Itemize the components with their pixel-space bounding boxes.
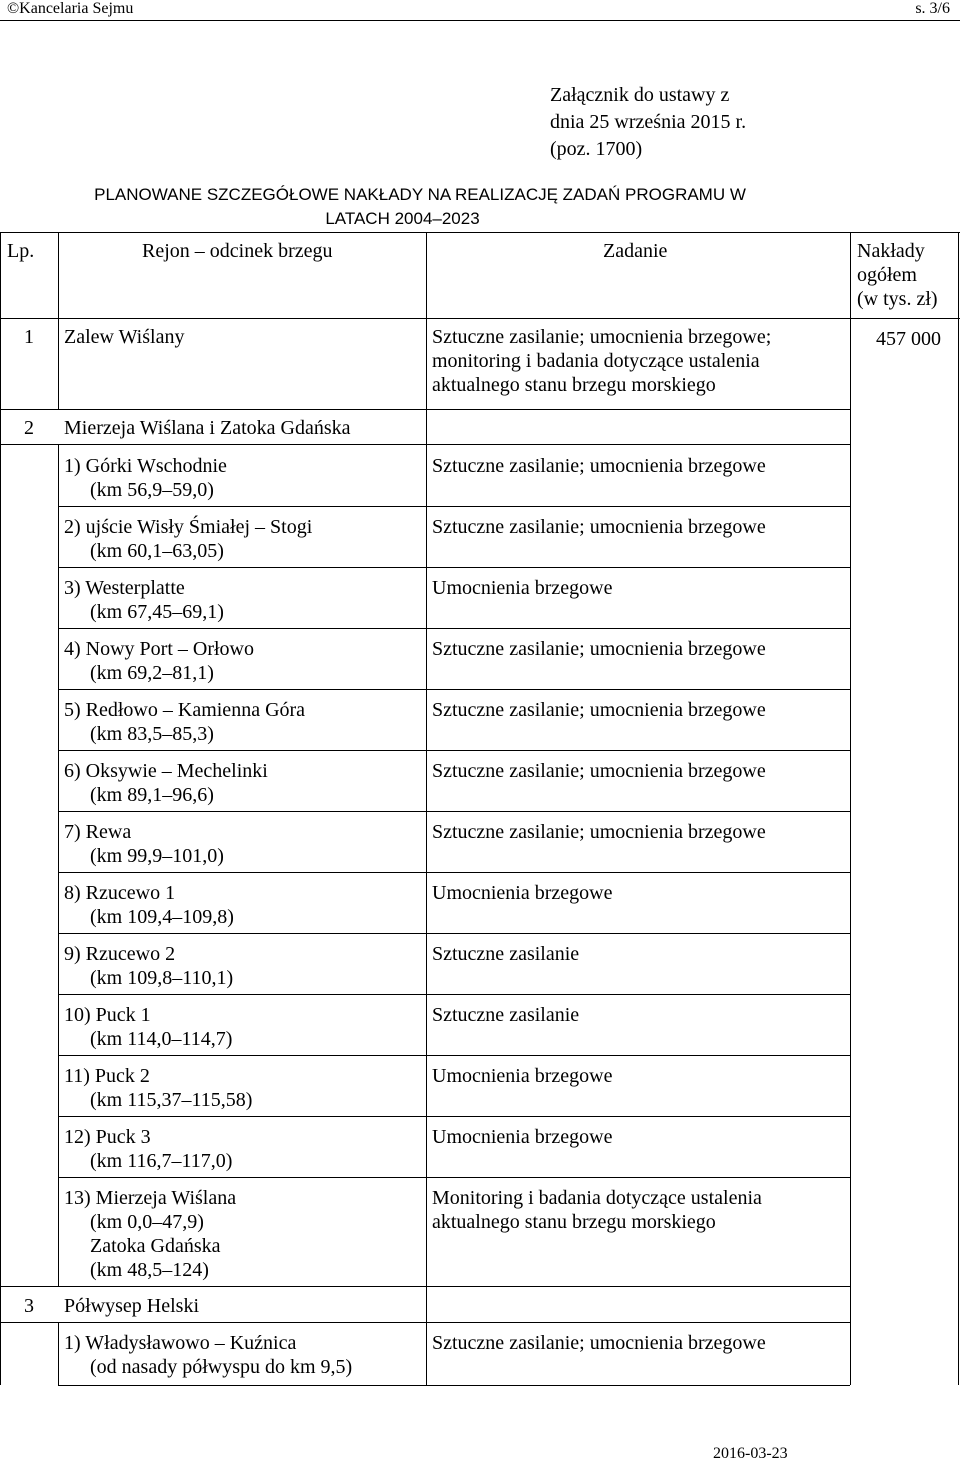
subsection-task: Sztuczne zasilanie bbox=[432, 943, 580, 965]
row3-region: Półwysep Helski bbox=[64, 1295, 199, 1317]
annex-line-3: (poz. 1700) bbox=[550, 138, 643, 160]
subsection-name: 12) Puck 3 bbox=[64, 1126, 151, 1148]
subsection-13-task-line-2: aktualnego stanu brzegu morskiego bbox=[432, 1211, 716, 1233]
col-header-cost-line-3: (w tys. zł) bbox=[857, 288, 938, 310]
row1-lp: 1 bbox=[24, 326, 34, 348]
document-title bbox=[0, 183, 960, 231]
row1-region: Zalew Wiślany bbox=[64, 326, 185, 348]
subsection-name: 1) Górki Wschodnie bbox=[64, 455, 227, 477]
subsection-name: 5) Redłowo – Kamienna Góra bbox=[64, 699, 306, 721]
row1-task-line-3: aktualnego stanu brzegu morskiego bbox=[432, 374, 716, 396]
subsection-km: (km 109,8–110,1) bbox=[90, 967, 234, 989]
footer-date: 2016-03-23 bbox=[713, 1445, 788, 1462]
subsection-13-task-line-1: Monitoring i badania dotyczące ustalenia bbox=[432, 1187, 762, 1209]
row1-cost: 457 000 bbox=[876, 328, 941, 350]
subsection-task: Umocnienia brzegowe bbox=[432, 1126, 613, 1148]
subsection-km: (km 109,4–109,8) bbox=[90, 906, 234, 928]
subsection-name: 3) Westerplatte bbox=[64, 577, 185, 599]
subsection-km: (km 69,2–81,1) bbox=[90, 662, 214, 684]
subsection-name: 2) ujście Wisły Śmiałej – Stogi bbox=[64, 516, 313, 538]
annex-note bbox=[550, 82, 746, 163]
subsection-name: 8) Rzucewo 1 bbox=[64, 882, 176, 904]
subsection-task: Sztuczne zasilanie; umocnienia brzegowe bbox=[432, 760, 766, 782]
subsection-name: 6) Oksywie – Mechelinki bbox=[64, 760, 268, 782]
col-header-cost bbox=[857, 239, 938, 311]
subsection-task: Sztuczne zasilanie; umocnienia brzegowe bbox=[432, 455, 766, 477]
subsection-km: (km 115,37–115,58) bbox=[90, 1089, 253, 1111]
subsection-task: Umocnienia brzegowe bbox=[432, 577, 613, 599]
subsection-km: (km 67,45–69,1) bbox=[90, 601, 224, 623]
header-divider bbox=[0, 20, 960, 21]
subsection-km: (km 116,7–117,0) bbox=[90, 1150, 233, 1172]
subsection-km: (km 114,0–114,7) bbox=[90, 1028, 233, 1050]
col-header-lp: Lp. bbox=[7, 240, 35, 262]
subsection-task: Sztuczne zasilanie; umocnienia brzegowe bbox=[432, 516, 766, 538]
subsection-13-task bbox=[432, 1186, 762, 1234]
title-line-2: LATACH 2004–2023 bbox=[325, 209, 480, 228]
col-header-task: Zadanie bbox=[603, 240, 668, 262]
subsection-name: 4) Nowy Port – Orłowo bbox=[64, 638, 254, 660]
header-page-number: s. 3/6 bbox=[915, 0, 950, 17]
subsection-task: Sztuczne zasilanie; umocnienia brzegowe bbox=[432, 821, 766, 843]
subsection-13-km-1: (km 0,0–47,9) bbox=[90, 1211, 204, 1233]
row1-task-line-2: monitoring i badania dotyczące ustalenia bbox=[432, 350, 760, 372]
row1-task-line-1: Sztuczne zasilanie; umocnienia brzegowe; bbox=[432, 326, 772, 348]
subsection-13-name: 13) Mierzeja Wiślana bbox=[64, 1187, 237, 1209]
subsection-name: 11) Puck 2 bbox=[64, 1065, 150, 1087]
col-header-cost-line-2: ogółem bbox=[857, 264, 917, 286]
subsection-task: Umocnienia brzegowe bbox=[432, 882, 613, 904]
subsection-km: (km 89,1–96,6) bbox=[90, 784, 214, 806]
row3-lp: 3 bbox=[24, 1295, 34, 1317]
subsection-km: (km 60,1–63,05) bbox=[90, 540, 224, 562]
subsection-km: (km 99,9–101,0) bbox=[90, 845, 224, 867]
subsection-km: (km 83,5–85,3) bbox=[90, 723, 214, 745]
subsection-13-name-2: Zatoka Gdańska bbox=[90, 1235, 221, 1257]
subsection-13-km-2: (km 48,5–124) bbox=[90, 1259, 209, 1281]
col-header-region: Rejon – odcinek brzegu bbox=[142, 240, 333, 262]
subsection-km: (km 56,9–59,0) bbox=[90, 479, 214, 501]
row1-task bbox=[432, 325, 771, 397]
row3-subsection-task: Sztuczne zasilanie; umocnienia brzegowe bbox=[432, 1332, 766, 1354]
row2-lp: 2 bbox=[24, 417, 34, 439]
title-line-1: PLANOWANE SZCZEGÓŁOWE NAKŁADY NA REALIZACJĘ ZADAŃ PROGRAMU W bbox=[94, 185, 746, 204]
subsection-task: Umocnienia brzegowe bbox=[432, 1065, 613, 1087]
header-copyright: ©Kancelaria Sejmu bbox=[7, 0, 134, 17]
annex-line-1: Załącznik do ustawy z bbox=[550, 84, 730, 106]
subsection-task: Sztuczne zasilanie bbox=[432, 1004, 580, 1026]
subsection-name: 10) Puck 1 bbox=[64, 1004, 151, 1026]
row3-subsection-name: 1) Władysławowo – Kuźnica bbox=[64, 1332, 297, 1354]
subsection-task: Sztuczne zasilanie; umocnienia brzegowe bbox=[432, 699, 766, 721]
subsection-task: Sztuczne zasilanie; umocnienia brzegowe bbox=[432, 638, 766, 660]
row3-subsection-km: (od nasady półwyspu do km 9,5) bbox=[90, 1356, 353, 1378]
row2-region: Mierzeja Wiślana i Zatoka Gdańska bbox=[64, 417, 351, 439]
subsection-name: 7) Rewa bbox=[64, 821, 132, 843]
annex-line-2: dnia 25 września 2015 r. bbox=[550, 111, 747, 133]
subsection-name: 9) Rzucewo 2 bbox=[64, 943, 176, 965]
col-header-cost-line-1: Nakłady bbox=[857, 240, 925, 262]
